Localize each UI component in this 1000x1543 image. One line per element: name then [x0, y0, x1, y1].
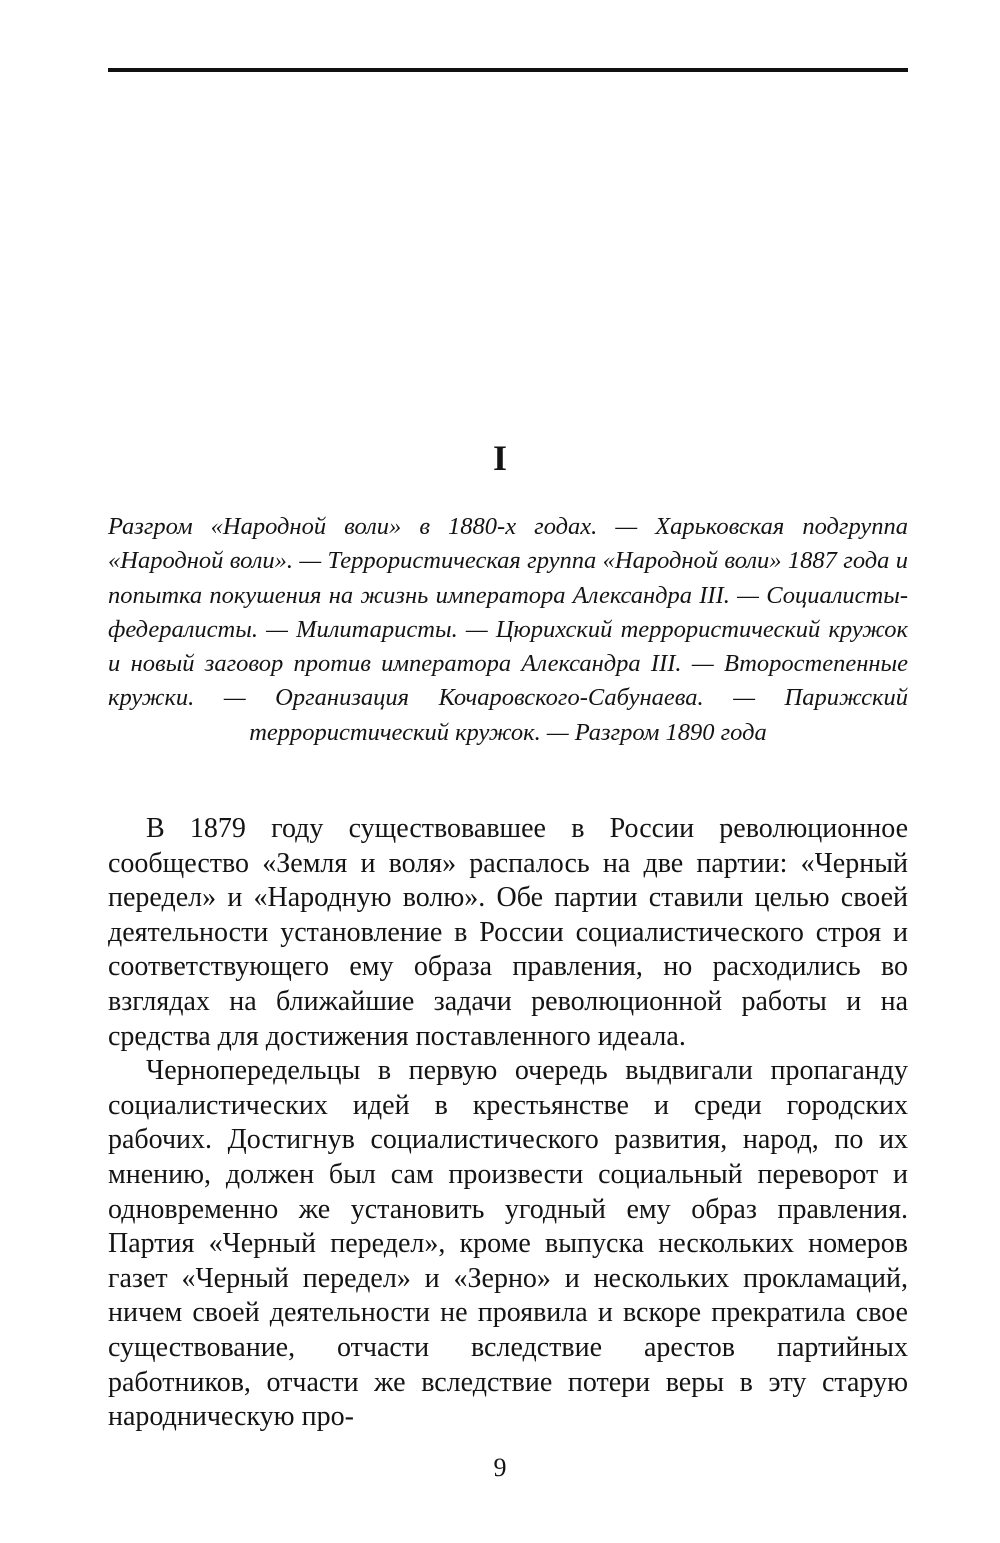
header-rule [108, 68, 908, 72]
page-number: 9 [493, 1453, 507, 1482]
body-paragraph: Чернопередельцы в первую очередь выдвигали пропаганду социалистических идей в крестьянстве и среди городских рабочих. Достигнув социалистического развития, народ, по их мнению, должен был сам произвести социальный переворот и одновременно же установить угодный ему образ правления. Партия «Черный передел», кроме выпуска нескольких номеров газет «Черный передел» и «Зерно» и нескольких прокламаций, ничем своей деятельности не проявила и вскоре прекратила свое существование, отчасти вследствие арестов партийных работников, отчасти же вследствие потери веры в эту старую народническую про- [108, 1055, 908, 1433]
chapter-number: I [492, 438, 507, 478]
chapter-synopsis: Разгром «Народной воли» в 1880-х годах. — Харьковская подгруппа «Народной воли». — Террористическая группа «Народной воли» 1887 года и попытка покушения на жизнь императора Александра III. — Социалисты-федералисты. — Милитаристы. — Цюрихский террористический кружок и новый заговор против императора Александра III. — Второстепенные кружки. — Организация Кочаровского-Сабунаева. — Парижский террористический кружок. — Разгром 1890 года [108, 513, 908, 746]
body-text [108, 812, 908, 1435]
body-paragraph: В 1879 году существовавшее в России революционное сообщество «Земля и воля» распалось на две партии: «Черный передел» и «Народную волю». Обе партии ставили целью своей деятельности установление в России социалистического строя и соответствующего ему образа правления, но расходились во взглядах на ближайшие задачи революционной работы и на средства для достижения поставленного идеала. [108, 813, 908, 1052]
